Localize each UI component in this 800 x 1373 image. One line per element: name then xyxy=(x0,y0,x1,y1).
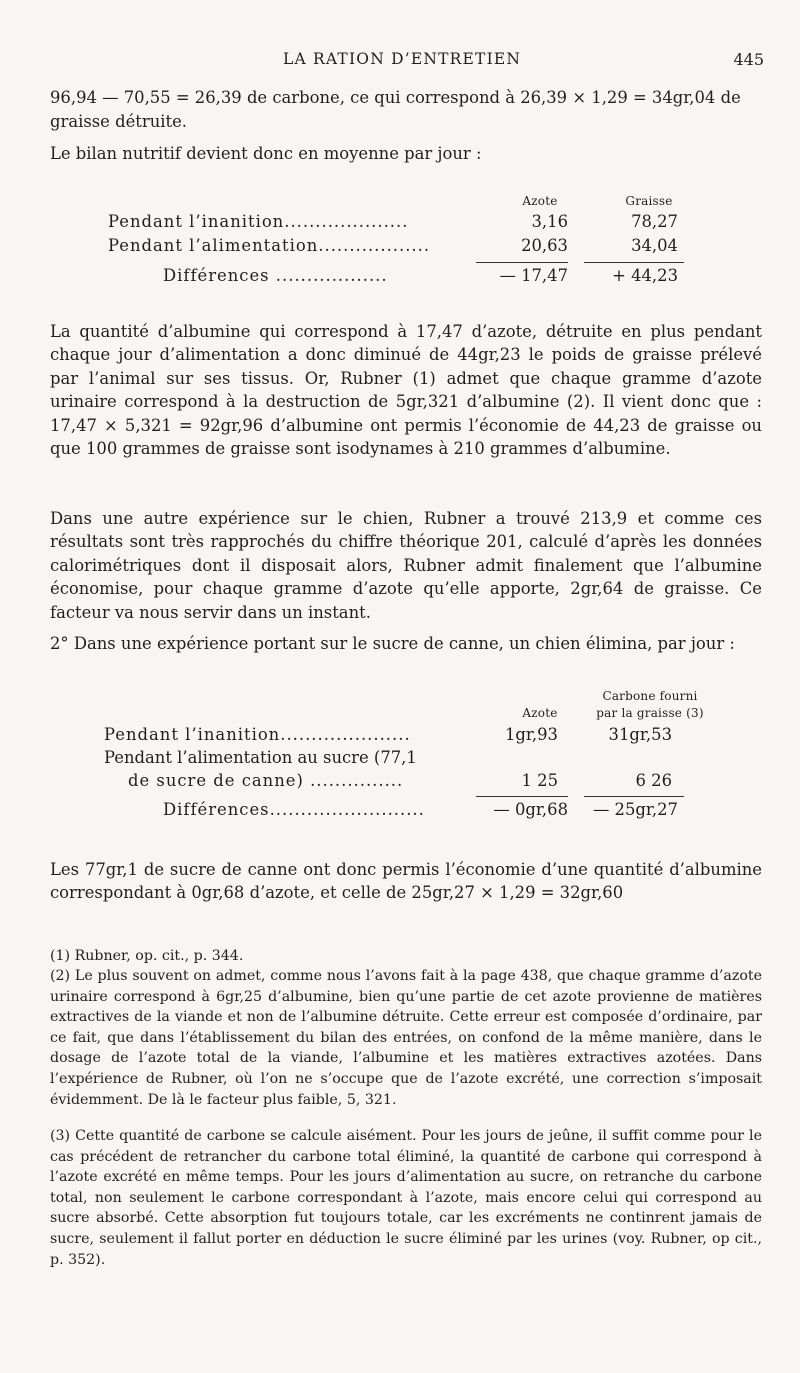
sum-rule xyxy=(584,262,684,263)
table-total-row xyxy=(0,266,800,290)
table-row-label: de sucre de canne) ............... xyxy=(128,771,404,790)
footnote-1: (1) Rubner, op. cit., p. 344. xyxy=(50,948,244,964)
table-total-azote: — 17,47 xyxy=(499,266,568,285)
body-line-3: Le bilan nutritif devient donc en moyenne par jour : xyxy=(50,144,482,163)
table-row-label: Pendant l’inanition.................... xyxy=(108,212,409,231)
table-cell-graisse: 34,04 xyxy=(631,236,678,255)
body-line-2: graisse détruite. xyxy=(50,112,187,131)
table-total-row xyxy=(0,800,800,824)
table-row xyxy=(0,748,800,772)
table-cell-graisse: 78,27 xyxy=(631,212,678,231)
table-2-header-carbone: Carbone fourni xyxy=(602,689,698,703)
table-cell-azote: 3,16 xyxy=(531,212,568,231)
table-row-label: Pendant l’alimentation au sucre (77,1 xyxy=(104,748,417,767)
table-2-header-carbone-sub: par la graisse (3) xyxy=(596,706,704,720)
table-total-label: Différences......................... xyxy=(163,800,425,819)
table-total-label: Différences .................. xyxy=(163,266,388,285)
table-cell-carbone: 31gr,53 xyxy=(608,725,672,744)
page-header xyxy=(0,50,800,74)
table-2-header-azote: Azote xyxy=(522,706,558,720)
table-total-azote: — 0gr,68 xyxy=(493,800,568,819)
table-cell-azote: 1gr,93 xyxy=(504,725,558,744)
table-total-carbone: — 25gr,27 xyxy=(592,800,678,819)
running-title: LA RATION D’ENTRETIEN xyxy=(283,50,522,68)
paragraph-3: Dans une autre expérience sur le chien, Rubner a trouvé 213,9 et comme ces résultats sont très rapprochés du chiffre théorique 201, calculé d’après les données calorimétriques dont il disposait alors, Rubner admit finalement que l’albumine économise, pour chaque gramme d’azote qu’elle apporte, 2gr,64 de graisse. Ce facteur va nous servir dans un instant. xyxy=(50,509,762,622)
table-row-label: Pendant l’inanition..................... xyxy=(104,725,411,744)
table-cell-carbone: 6 26 xyxy=(635,771,672,790)
table-1-header-azote: Azote xyxy=(522,194,558,208)
sum-rule xyxy=(584,796,684,797)
paragraph-5: Les 77gr,1 de sucre de canne ont donc permis l’économie d’une quantité d’albumine correspondant à 0gr,68 d’azote, et celle de 25gr,27 × 1,29 = 32gr,60 xyxy=(50,860,762,903)
page-number: 445 xyxy=(733,50,764,69)
table-row xyxy=(0,236,800,260)
table-row xyxy=(0,771,800,795)
table-row xyxy=(0,212,800,236)
table-1-header-graisse: Graisse xyxy=(625,194,673,208)
body-line-1: 96,94 — 70,55 = 26,39 de carbone, ce qui correspond à 26,39 × 1,29 = 34gr,04 de xyxy=(50,88,741,107)
sum-rule xyxy=(476,796,568,797)
table-row xyxy=(0,725,800,749)
footnote-3: (3) Cette quantité de carbone se calcule aisément. Pour les jours de jeûne, il suffit comme pour le cas précédent de retrancher du carbone total éliminé, la quantité de carbone qui correspond à l’azote excrété en même temps. Pour les jours d’alimentation au sucre, on retranche du carbone total, non seulement le carbone correspondant à l’azote, mais encore celui qui correspond au sucre absorbé. Cette absorption fut toujours totale, car les excréments ne continrent jamais de sucre, seulement il fallut porter en déduction le sucre éliminé par les urines (voy. Rubner, op cit., p. 352). xyxy=(50,1128,762,1268)
table-row-label: Pendant l’alimentation.................. xyxy=(108,236,431,255)
footnote-2: (2) Le plus souvent on admet, comme nous l’avons fait à la page 438, que chaque gramme d’azote urinaire correspond à 6gr,25 d’albumine, bien qu’une partie de cet azote provienne de matières extractives de la viande et non de l’albumine détruite. Cette erreur est composée d’ordinaire, par ce fait, que dans l’établissement du bilan des entrées, on confond de la même manière, dans le dosage de l’azote total de la viande, l’albumine et les matières extractives azotées. Dans l’expérience de Rubner, où l’on ne s’occupe que de l’azote excrété, une correction s’imposait évidemment. De là le facteur plus faible, 5, 321. xyxy=(50,968,762,1108)
table-cell-azote: 1 25 xyxy=(521,771,558,790)
paragraph-2: La quantité d’albumine qui correspond à 17,47 d’azote, détruite en plus pendant chaque jour d’alimentation a donc diminué de 44gr,23 le poids de graisse prélevé par l’animal sur ses tissus. Or, Rubner (1) admet que chaque gramme d’azote urinaire correspond à la destruction de 5gr,321 d’albumine (2). Il vient donc que : 17,47 × 5,321 = 92gr,96 d’albumine ont permis l’économie de 44,23 de graisse ou que 100 grammes de graisse sont isodynames à 210 grammes d’albumine. xyxy=(50,322,762,459)
paragraph-4: 2° Dans une expérience portant sur le sucre de canne, un chien élimina, par jour : xyxy=(50,634,735,653)
table-total-graisse: + 44,23 xyxy=(612,266,678,285)
sum-rule xyxy=(476,262,568,263)
table-cell-azote: 20,63 xyxy=(521,236,568,255)
